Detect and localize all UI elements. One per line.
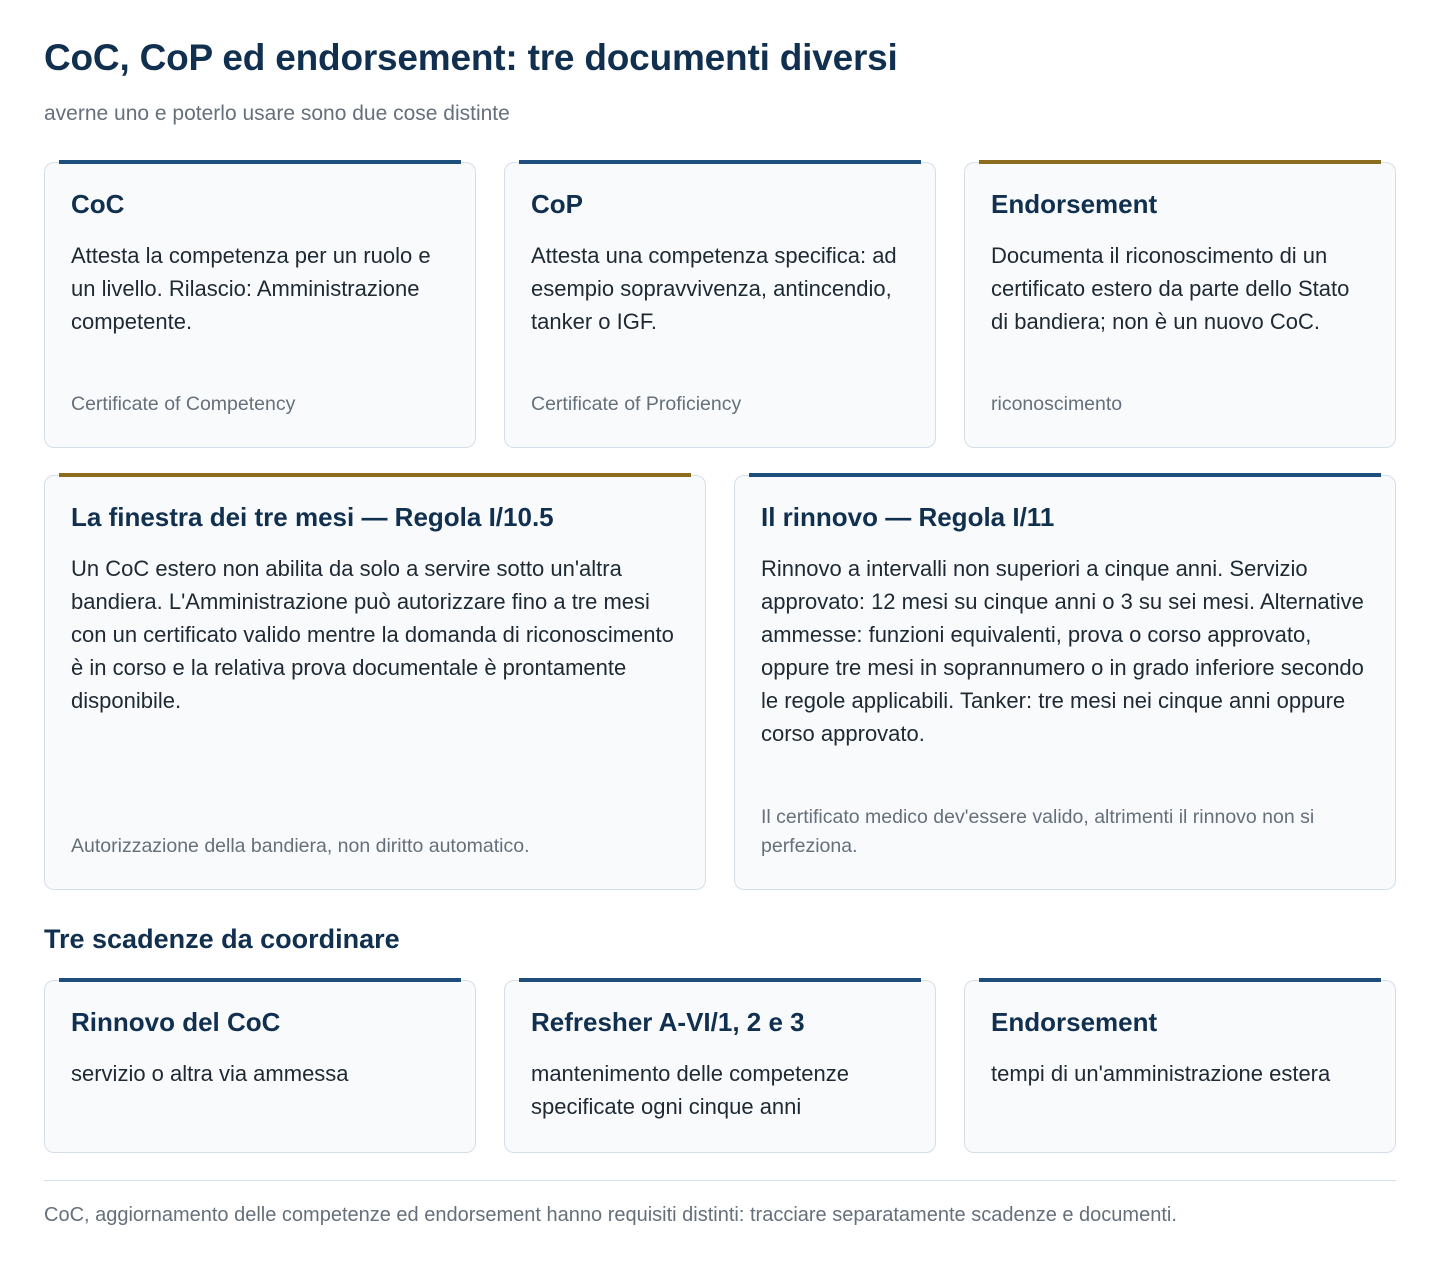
rule-cards	[44, 475, 1396, 890]
deadline-cards	[44, 980, 1396, 1153]
coc-renewal-card	[44, 980, 476, 1153]
three-month-window-card	[44, 475, 706, 890]
page-subtitle: averne uno e poterlo usare sono due cose distinte	[44, 102, 510, 125]
page-title: CoC, CoP ed endorsement: tre documenti diversi	[44, 37, 898, 78]
card-note: Certificate of Proficiency	[531, 393, 742, 415]
card-body: Documenta il riconoscimento di un certificato estero da parte dello Stato di bandiera; non è un nuovo CoC.	[991, 243, 1350, 334]
card-body: Attesta una competenza specifica: ad esempio sopravvivenza, antincendio, tanker o IGF.	[531, 243, 897, 334]
card-note: Certificate of Competency	[71, 393, 296, 415]
footer-divider	[44, 1180, 1396, 1181]
renewal-card	[734, 475, 1396, 890]
card-note: Il certificato medico dev'essere valido, altrimenti il rinnovo non si perfeziona.	[761, 806, 1315, 857]
card-title: Endorsement	[991, 1007, 1158, 1037]
card-body: tempi di un'amministrazione estera	[991, 1061, 1331, 1086]
card-title: CoC	[71, 189, 125, 219]
card-title: Il rinnovo — Regola I/11	[761, 502, 1055, 532]
card-title: Endorsement	[991, 189, 1158, 219]
card-body: mantenimento delle competenze specificate ogni cinque anni	[531, 1061, 849, 1119]
coc-card	[44, 162, 476, 448]
endorsement-card	[964, 162, 1396, 448]
card-title: Rinnovo del CoC	[71, 1007, 281, 1037]
footer-note: CoC, aggiornamento delle competenze ed endorsement hanno requisiti distinti: tracciare separatamente scadenze e documenti.	[44, 1204, 1177, 1226]
endorsement-deadline-card	[964, 980, 1396, 1153]
document-cards	[44, 162, 1396, 448]
card-body: Rinnovo a intervalli non superiori a cinque anni. Servizio approvato: 12 mesi su cinque anni o 3 su sei mesi. Alternative ammesse: funzioni equivalenti, prova o corso approvato, oppure tre mesi in soprannumero o in grado inferiore secondo le regole applicabili. Tanker: tre mesi nei cinque anni oppure corso approvato.	[761, 556, 1364, 746]
card-note: riconoscimento	[991, 393, 1123, 415]
deadlines-heading: Tre scadenze da coordinare	[44, 924, 400, 954]
card-note: Autorizzazione della bandiera, non diritto automatico.	[71, 835, 530, 857]
card-body: Attesta la competenza per un ruolo e un livello. Rilascio: Amministrazione competente.	[71, 243, 431, 334]
card-body: Un CoC estero non abilita da solo a servire sotto un'altra bandiera. L'Amministrazione può autorizzare fino a tre mesi con un certificato valido mentre la domanda di riconoscimento è in corso e la relativa prova documentale è prontamente disponibile.	[71, 556, 674, 713]
cop-card	[504, 162, 936, 448]
card-body: servizio o altra via ammessa	[71, 1061, 349, 1086]
refresher-card	[504, 980, 936, 1153]
card-title: Refresher A-VI/1, 2 e 3	[531, 1007, 805, 1037]
card-title: CoP	[531, 189, 583, 219]
card-title: La finestra dei tre mesi — Regola I/10.5	[71, 502, 554, 532]
